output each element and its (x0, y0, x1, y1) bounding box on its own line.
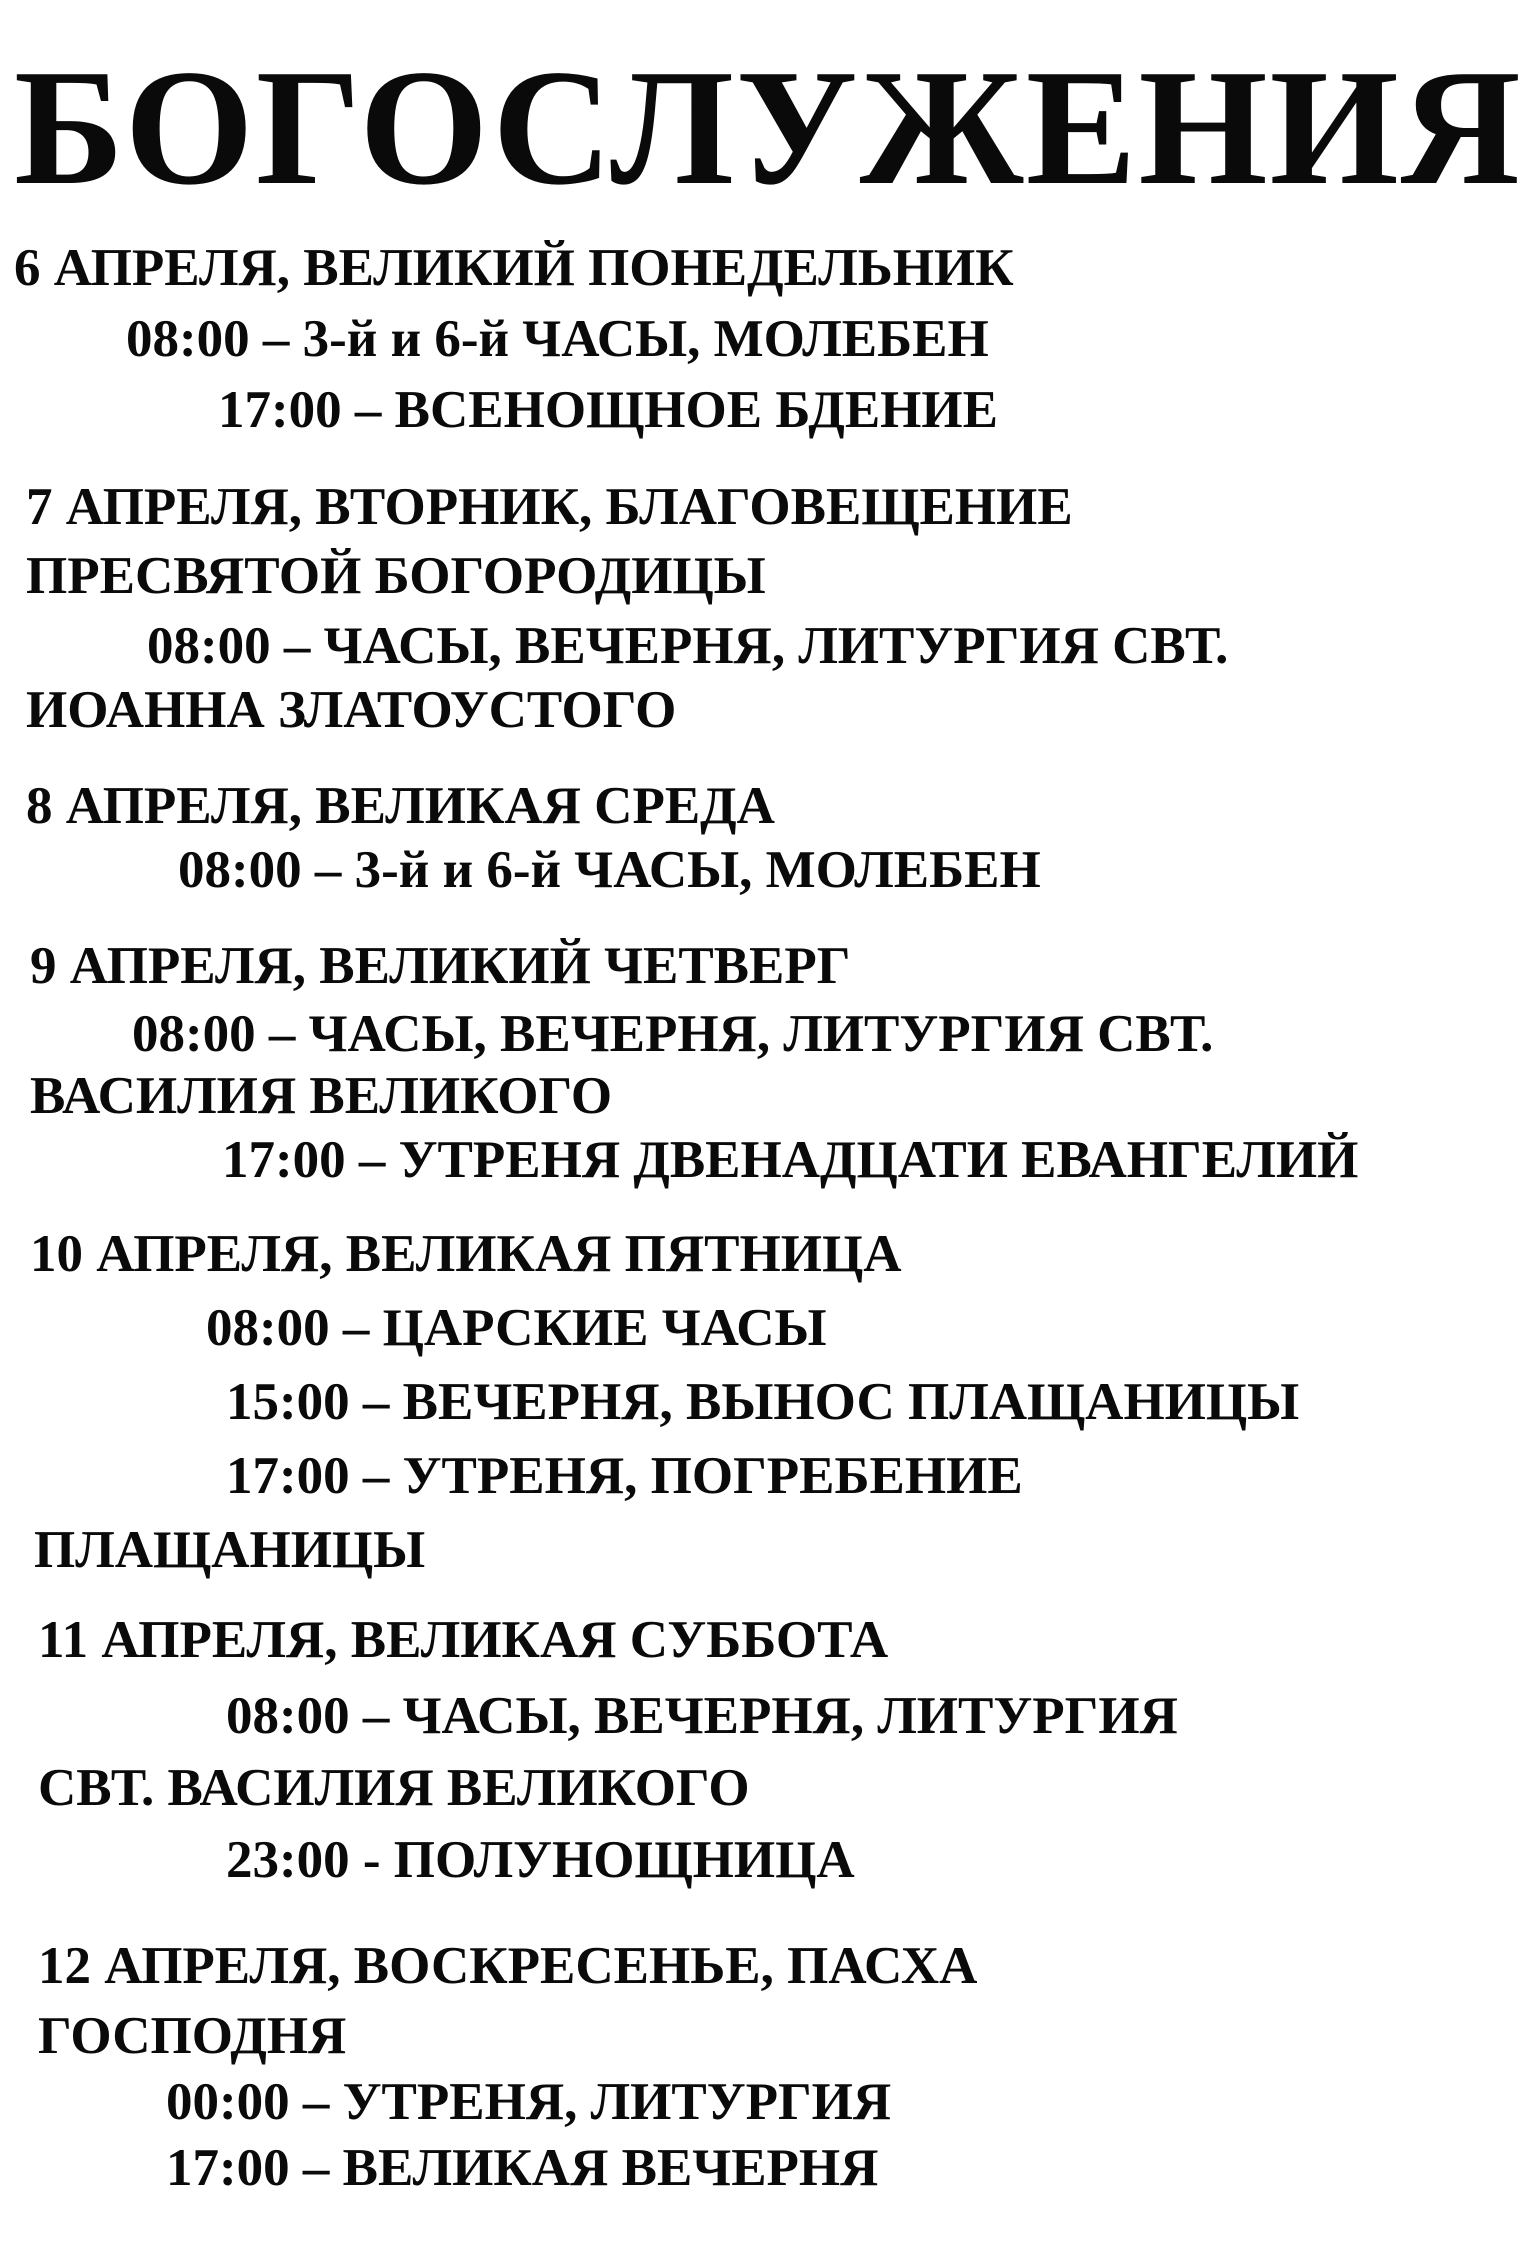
service-line: 17:00 – ВСЕНОЩНОЕ БДЕНИЕ (218, 381, 998, 439)
service-line: 23:00 - ПОЛУНОЩНИЦА (226, 1831, 855, 1889)
service-line: 08:00 – ЧАСЫ, ВЕЧЕРНЯ, ЛИТУРГИЯ (226, 1687, 1178, 1745)
day-heading: 11 АПРЕЛЯ, ВЕЛИКАЯ СУББОТА (38, 1611, 889, 1669)
day-heading: 10 АПРЕЛЯ, ВЕЛИКАЯ ПЯТНИЦА (30, 1225, 902, 1283)
service-line: 08:00 – ЧАСЫ, ВЕЧЕРНЯ, ЛИТУРГИЯ СВТ. (132, 1005, 1214, 1063)
service-line: 00:00 – УТРЕНЯ, ЛИТУРГИЯ (166, 2073, 892, 2131)
service-line: СВТ. ВАСИЛИЯ ВЕЛИКОГО (38, 1759, 750, 1817)
service-line: 08:00 – 3-й и 6-й ЧАСЫ, МОЛЕБЕН (178, 841, 1041, 899)
day-heading: ГОСПОДНЯ (38, 2007, 347, 2065)
day-heading: 6 АПРЕЛЯ, ВЕЛИКИЙ ПОНЕДЕЛЬНИК (14, 239, 1014, 297)
service-line: ВАСИЛИЯ ВЕЛИКОГО (30, 1067, 613, 1125)
service-line: 08:00 – ЦАРСКИЕ ЧАСЫ (206, 1299, 827, 1357)
day-heading: 12 АПРЕЛЯ, ВОСКРЕСЕНЬЕ, ПАСХА (38, 1937, 978, 1995)
service-line: 08:00 – 3-й и 6-й ЧАСЫ, МОЛЕБЕН (126, 310, 989, 368)
service-line: ПЛАЩАНИЦЫ (34, 1521, 426, 1579)
service-line: 08:00 – ЧАСЫ, ВЕЧЕРНЯ, ЛИТУРГИЯ СВТ. (147, 617, 1229, 675)
day-heading: 8 АПРЕЛЯ, ВЕЛИКАЯ СРЕДА (26, 777, 775, 835)
service-line: 15:00 – ВЕЧЕРНЯ, ВЫНОС ПЛАЩАНИЦЫ (226, 1373, 1300, 1431)
day-heading: 7 АПРЕЛЯ, ВТОРНИК, БЛАГОВЕЩЕНИЕ (26, 478, 1073, 536)
service-line: 17:00 – УТРЕНЯ, ПОГРЕБЕНИЕ (226, 1447, 1023, 1505)
service-line: ИОАННА ЗЛАТОУСТОГО (26, 681, 677, 739)
day-heading: ПРЕСВЯТОЙ БОГОРОДИЦЫ (26, 547, 766, 605)
service-line: 17:00 – УТРЕНЯ ДВЕНАДЦАТИ ЕВАНГЕЛИЙ (222, 1131, 1359, 1189)
page-title: БОГОСЛУЖЕНИЯ (14, 35, 1523, 219)
service-line: 17:00 – ВЕЛИКАЯ ВЕЧЕРНЯ (166, 2139, 879, 2197)
day-heading: 9 АПРЕЛЯ, ВЕЛИКИЙ ЧЕТВЕРГ (30, 937, 851, 995)
